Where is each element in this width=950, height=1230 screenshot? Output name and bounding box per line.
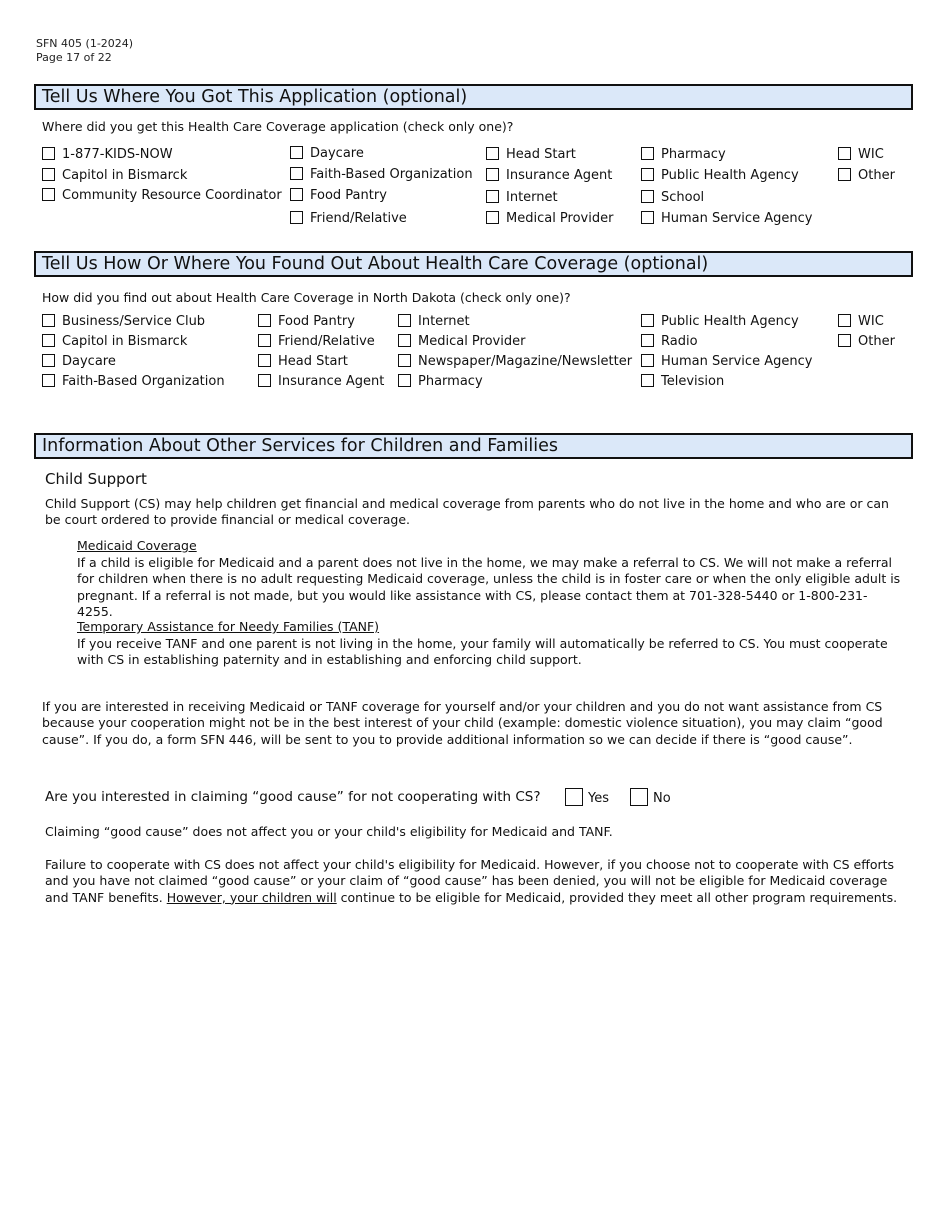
good-cause-explanation: If you are interested in receiving Medicaid or TANF coverage for yourself and/or your children and you do not want assistance from CS because your cooperation might not be in the best interest of your child (example: domestic violence situation), you may claim “good cause”. If you do, a form SFN 446, will be sent to you to provide additional information so we can decide if there is “good cause”. (42, 699, 883, 747)
page-number: Page 17 of 22 (36, 51, 112, 64)
where-got-question: Where did you get this Health Care Coverage application (check only one)? (42, 119, 514, 134)
checkbox[interactable] (42, 334, 55, 347)
checkbox[interactable] (42, 168, 55, 181)
checkbox[interactable] (258, 354, 271, 367)
checkbox-option[interactable]: Medical Provider (398, 334, 525, 350)
checkbox-option[interactable]: Pharmacy (641, 147, 726, 163)
checkbox[interactable] (486, 168, 499, 181)
checkbox-option[interactable]: Other (838, 168, 895, 184)
checkbox[interactable] (398, 314, 411, 327)
checkbox[interactable] (641, 374, 654, 387)
tanf-heading: Temporary Assistance for Needy Families (TANF) (77, 619, 380, 634)
checkbox-option[interactable]: Head Start (486, 147, 576, 163)
checkbox-option[interactable]: WIC (838, 147, 884, 163)
good-cause-question: Are you interested in claiming “good cause” for not cooperating with CS? (45, 789, 541, 805)
child-support-heading: Child Support (45, 470, 147, 488)
checkbox[interactable] (641, 314, 654, 327)
checkbox[interactable] (290, 146, 303, 159)
section-other-services-title: Information About Other Services for Children and Families (34, 433, 913, 459)
checkbox-option[interactable]: School (641, 190, 704, 206)
checkbox[interactable] (258, 374, 271, 387)
checkbox-option[interactable]: Food Pantry (290, 188, 387, 204)
checkbox-option[interactable]: Capitol in Bismarck (42, 168, 187, 184)
checkbox[interactable] (641, 190, 654, 203)
good-cause-yes-option[interactable]: Yes (565, 788, 609, 809)
checkbox[interactable] (42, 147, 55, 160)
checkbox[interactable] (838, 334, 851, 347)
checkbox-option[interactable]: Pharmacy (398, 374, 483, 390)
medicaid-coverage-heading: Medicaid Coverage (77, 538, 197, 553)
child-support-intro: Child Support (CS) may help children get financial and medical coverage from parents who do not live in the home and who are or can be court ordered to provide financial or medical coverage. (45, 496, 889, 528)
checkbox[interactable] (42, 374, 55, 387)
yes-checkbox[interactable] (565, 788, 583, 806)
checkbox-option[interactable]: Faith-Based Organization (290, 167, 473, 183)
checkbox-option[interactable]: Other (838, 334, 895, 350)
checkbox[interactable] (641, 334, 654, 347)
checkbox[interactable] (641, 168, 654, 181)
checkbox[interactable] (290, 167, 303, 180)
checkbox[interactable] (641, 211, 654, 224)
checkbox[interactable] (42, 314, 55, 327)
checkbox[interactable] (42, 188, 55, 201)
checkbox[interactable] (838, 314, 851, 327)
tanf-text: If you receive TANF and one parent is not living in the home, your family will automatically be referred to CS. You must cooperate with CS in establishing paternity and in establishing and enforcing child support. (77, 636, 888, 668)
checkbox-option[interactable]: Public Health Agency (641, 168, 799, 184)
checkbox-option[interactable]: Food Pantry (258, 314, 355, 330)
checkbox-option[interactable]: Friend/Relative (258, 334, 375, 350)
checkbox-option[interactable]: Human Service Agency (641, 211, 812, 227)
checkbox[interactable] (486, 211, 499, 224)
checkbox-option[interactable]: Business/Service Club (42, 314, 205, 330)
no-checkbox[interactable] (630, 788, 648, 806)
checkbox-option[interactable]: Faith-Based Organization (42, 374, 225, 390)
checkbox-option[interactable]: Human Service Agency (641, 354, 812, 370)
medicaid-coverage-text: If a child is eligible for Medicaid and a parent does not live in the home, we may make a referral to CS. We will not make a referral for children when there is no adult requesting Medicaid coverage, unless the child is in foster care or when the only eligible adult is pregnant. If a referral is not made, but you would like assistance with CS, please contact them at 701-328-5440 or 1-800-231-4255. (77, 555, 901, 619)
checkbox-option[interactable]: Insurance Agent (486, 168, 612, 184)
checkbox-option[interactable]: Internet (398, 314, 470, 330)
checkbox[interactable] (42, 354, 55, 367)
section-how-found-out-title: Tell Us How Or Where You Found Out About Health Care Coverage (optional) (34, 251, 913, 277)
checkbox[interactable] (290, 211, 303, 224)
checkbox[interactable] (486, 147, 499, 160)
checkbox[interactable] (641, 147, 654, 160)
checkbox-option[interactable]: Friend/Relative (290, 211, 407, 227)
good-cause-no-option[interactable]: No (630, 788, 671, 809)
checkbox[interactable] (486, 190, 499, 203)
eligibility-note: Claiming “good cause” does not affect you or your child's eligibility for Medicaid and TANF. (45, 824, 613, 839)
checkbox-option[interactable]: Internet (486, 190, 558, 206)
checkbox[interactable] (838, 147, 851, 160)
checkbox-option[interactable]: Daycare (290, 146, 364, 162)
how-found-question: How did you find out about Health Care Coverage in North Dakota (check only one)? (42, 290, 571, 305)
checkbox-option[interactable]: Capitol in Bismarck (42, 334, 187, 350)
checkbox[interactable] (398, 374, 411, 387)
checkbox-option[interactable]: WIC (838, 314, 884, 330)
section-where-got-application-title: Tell Us Where You Got This Application (optional) (34, 84, 913, 110)
checkbox-option[interactable]: Daycare (42, 354, 116, 370)
checkbox-option[interactable]: 1-877-KIDS-NOW (42, 147, 173, 163)
failure-to-cooperate-text: Failure to cooperate with CS does not affect your child's eligibility for Medicaid. However, if you choose not to cooperate with CS efforts and you have not claimed “good cause” or your claim of “good cause” has been denied, you will not be eligible for Medicaid coverage and TANF benefits. However, your children will continue to be eligible for Medicaid, provided they meet all other program requirements. (45, 857, 898, 905)
checkbox[interactable] (290, 188, 303, 201)
form-id: SFN 405 (1-2024) (36, 37, 134, 50)
checkbox-option[interactable]: Insurance Agent (258, 374, 384, 390)
checkbox[interactable] (398, 334, 411, 347)
checkbox-option[interactable]: Television (641, 374, 724, 390)
checkbox-option[interactable]: Public Health Agency (641, 314, 799, 330)
checkbox-option[interactable]: Head Start (258, 354, 348, 370)
checkbox[interactable] (398, 354, 411, 367)
checkbox-option[interactable]: Medical Provider (486, 211, 613, 227)
checkbox-option[interactable]: Radio (641, 334, 698, 350)
checkbox[interactable] (641, 354, 654, 367)
checkbox-option[interactable]: Community Resource Coordinator (42, 188, 282, 204)
checkbox[interactable] (838, 168, 851, 181)
checkbox-option[interactable]: Newspaper/Magazine/Newsletter (398, 354, 632, 370)
checkbox[interactable] (258, 314, 271, 327)
checkbox[interactable] (258, 334, 271, 347)
